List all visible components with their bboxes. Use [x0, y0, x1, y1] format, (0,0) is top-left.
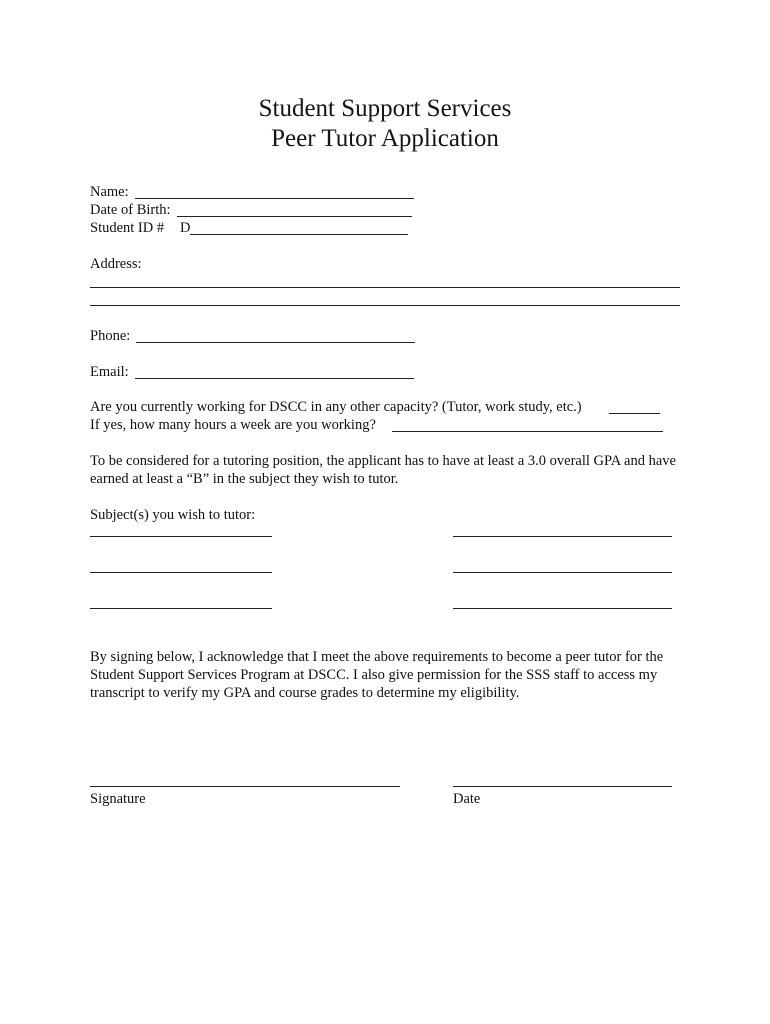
subject-field-1[interactable]: [90, 536, 272, 537]
dob-field[interactable]: [177, 216, 412, 217]
name-field[interactable]: [135, 198, 414, 199]
hours-answer-field[interactable]: [392, 431, 663, 432]
subjects-label: Subject(s) you wish to tutor:: [90, 507, 256, 523]
address-line-2[interactable]: [90, 305, 680, 306]
subject-field-4[interactable]: [453, 572, 672, 573]
subject-field-5[interactable]: [90, 608, 272, 609]
form-title-line2: Peer Tutor Application: [271, 125, 499, 152]
dob-label: Date of Birth:: [90, 202, 171, 218]
date-label: Date: [453, 791, 481, 807]
phone-field[interactable]: [136, 342, 415, 343]
date-field[interactable]: [453, 786, 672, 787]
acknowledgement-paragraph: By signing below, I acknowledge that I meet the above requirements to become a peer tutor for the Student Support Services Program at DSCC. I also give permission for the SSS staff to access my transcript to verify my GPA and course grades to determine my eligibility.: [90, 649, 664, 701]
phone-label: Phone:: [90, 328, 131, 344]
signature-label: Signature: [90, 791, 146, 807]
address-line-1[interactable]: [90, 287, 680, 288]
student-id-prefix: D: [180, 220, 191, 236]
student-id-field[interactable]: [190, 234, 408, 235]
form-title-line1: Student Support Services: [258, 95, 512, 122]
requirement-paragraph: To be considered for a tutoring position, the applicant has to have at least a 3.0 overall GPA and have earned at least a “B” in the subject they wish to tutor.: [90, 453, 676, 487]
signature-field[interactable]: [90, 786, 400, 787]
name-label: Name:: [90, 184, 129, 200]
student-id-label: Student ID #: [90, 220, 165, 236]
subject-field-3[interactable]: [90, 572, 272, 573]
working-answer-field[interactable]: [609, 413, 660, 414]
address-label: Address:: [90, 256, 142, 272]
hours-question: If yes, how many hours a week are you working?: [90, 417, 376, 433]
email-field[interactable]: [135, 378, 414, 379]
email-label: Email:: [90, 364, 129, 380]
working-question: Are you currently working for DSCC in any other capacity? (Tutor, work study, etc.): [90, 399, 582, 415]
subject-field-6[interactable]: [453, 608, 672, 609]
subject-field-2[interactable]: [453, 536, 672, 537]
